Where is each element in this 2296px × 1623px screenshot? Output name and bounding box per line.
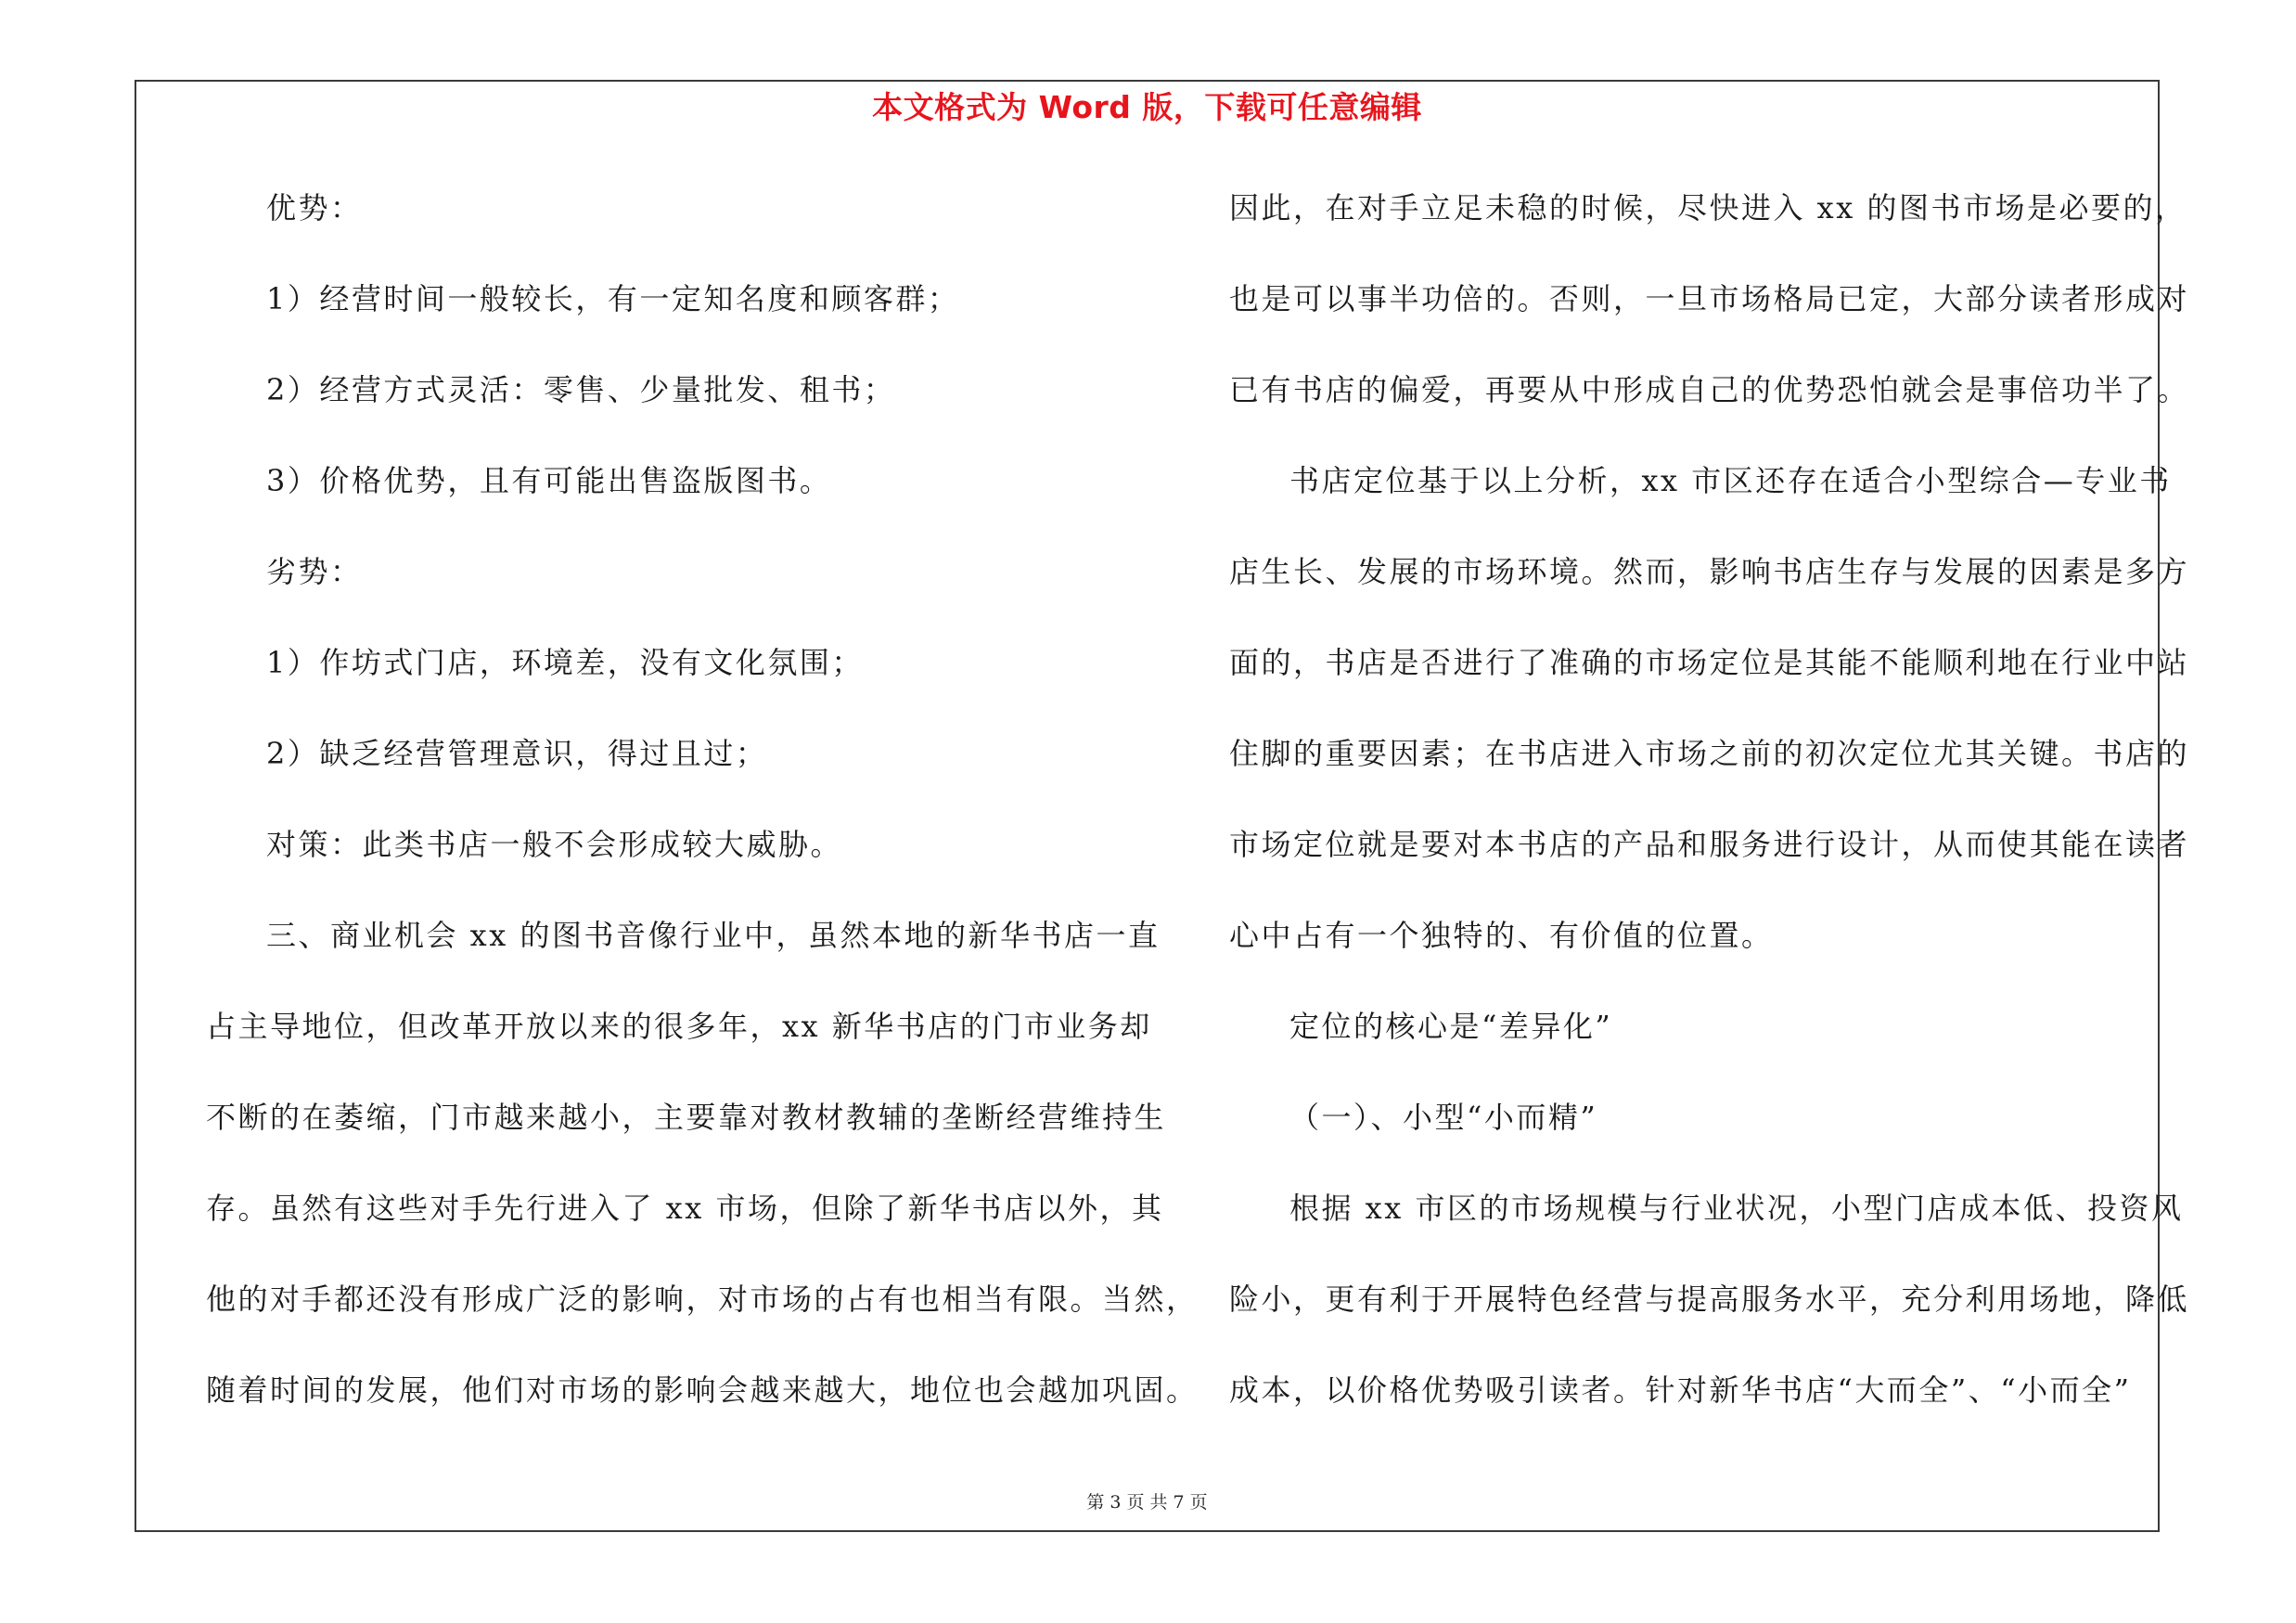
paragraph-line: 存。虽然有这些对手先行进入了 xx 市场，但除了新华书店以外，其 xyxy=(206,1191,1164,1226)
paragraph-line: 根据 xx 市区的市场规模与行业状况，小型门店成本低、投资风 xyxy=(1289,1191,2184,1226)
paragraph-line: 不断的在萎缩，门市越来越小，主要靠对教材教辅的垄断经营维持生 xyxy=(206,1100,1167,1135)
paragraph-line: 2）缺乏经营管理意识，得过且过； xyxy=(266,736,768,771)
paragraph-line: 心中占有一个独特的、有价值的位置。 xyxy=(1229,918,1774,953)
paragraph-line: 劣势： xyxy=(266,554,363,589)
paragraph-line: 已有书店的偏爱，再要从中形成自己的优势恐怕就会是事倍功半了。 xyxy=(1229,372,2190,407)
paragraph-line: 书店定位基于以上分析，xx 市区还存在适合小型综合—专业书 xyxy=(1289,463,2172,498)
paragraph-line: 住脚的重要因素；在书店进入市场之前的初次定位尤其关键。书店的 xyxy=(1229,736,2190,771)
paragraph-line: 因此，在对手立足未稳的时候，尽快进入 xx 的图书市场是必要的， xyxy=(1229,190,2187,225)
paragraph-line: 面的，书店是否进行了准确的市场定位是其能不能顺利地在行业中站 xyxy=(1229,645,2190,680)
paragraph-line: 1）经营时间一般较长，有一定知名度和顾客群； xyxy=(266,281,960,316)
paragraph-line: 市场定位就是要对本书店的产品和服务进行设计，从而使其能在读者 xyxy=(1229,827,2190,862)
section-subheading: （一）、小型“小而精” xyxy=(1289,1100,1598,1135)
paragraph-line: 他的对手都还没有形成广泛的影响，对市场的占有也相当有限。当然， xyxy=(206,1282,1199,1317)
header-banner: 本文格式为 Word 版，下载可任意编辑 xyxy=(872,89,1422,125)
paragraph-line: 对策：此类书店一般不会形成较大威胁。 xyxy=(266,827,843,862)
paragraph-line: 随着时间的发展，他们对市场的影响会越来越大，地位也会越加巩固。 xyxy=(206,1372,1199,1408)
paragraph-line: 店生长、发展的市场环境。然而，影响书店生存与发展的因素是多方 xyxy=(1229,554,2190,589)
paragraph-line: 3）价格优势，且有可能出售盗版图书。 xyxy=(266,463,832,498)
paragraph-line: 1）作坊式门店，环境差，没有文化氛围； xyxy=(266,645,864,680)
paragraph-line: 险小，更有利于开展特色经营与提高服务水平，充分利用场地，降低 xyxy=(1229,1282,2190,1317)
paragraph-line: 也是可以事半功倍的。否则，一旦市场格局已定，大部分读者形成对 xyxy=(1229,281,2190,316)
page-number-footer: 第 3 页 共 7 页 xyxy=(1086,1492,1208,1513)
paragraph-line: 2）经营方式灵活：零售、少量批发、租书； xyxy=(266,372,896,407)
section-heading: 定位的核心是“差异化” xyxy=(1289,1009,1613,1044)
paragraph-line: 成本，以价格优势吸引读者。针对新华书店“大而全”、“小而全” xyxy=(1229,1372,2132,1408)
paragraph-line: 占主导地位，但改革开放以来的很多年，xx 新华书店的门市业务却 xyxy=(206,1009,1152,1044)
paragraph-line: 三、商业机会 xx 的图书音像行业中，虽然本地的新华书店一直 xyxy=(266,918,1161,953)
paragraph-line: 优势： xyxy=(266,190,363,225)
